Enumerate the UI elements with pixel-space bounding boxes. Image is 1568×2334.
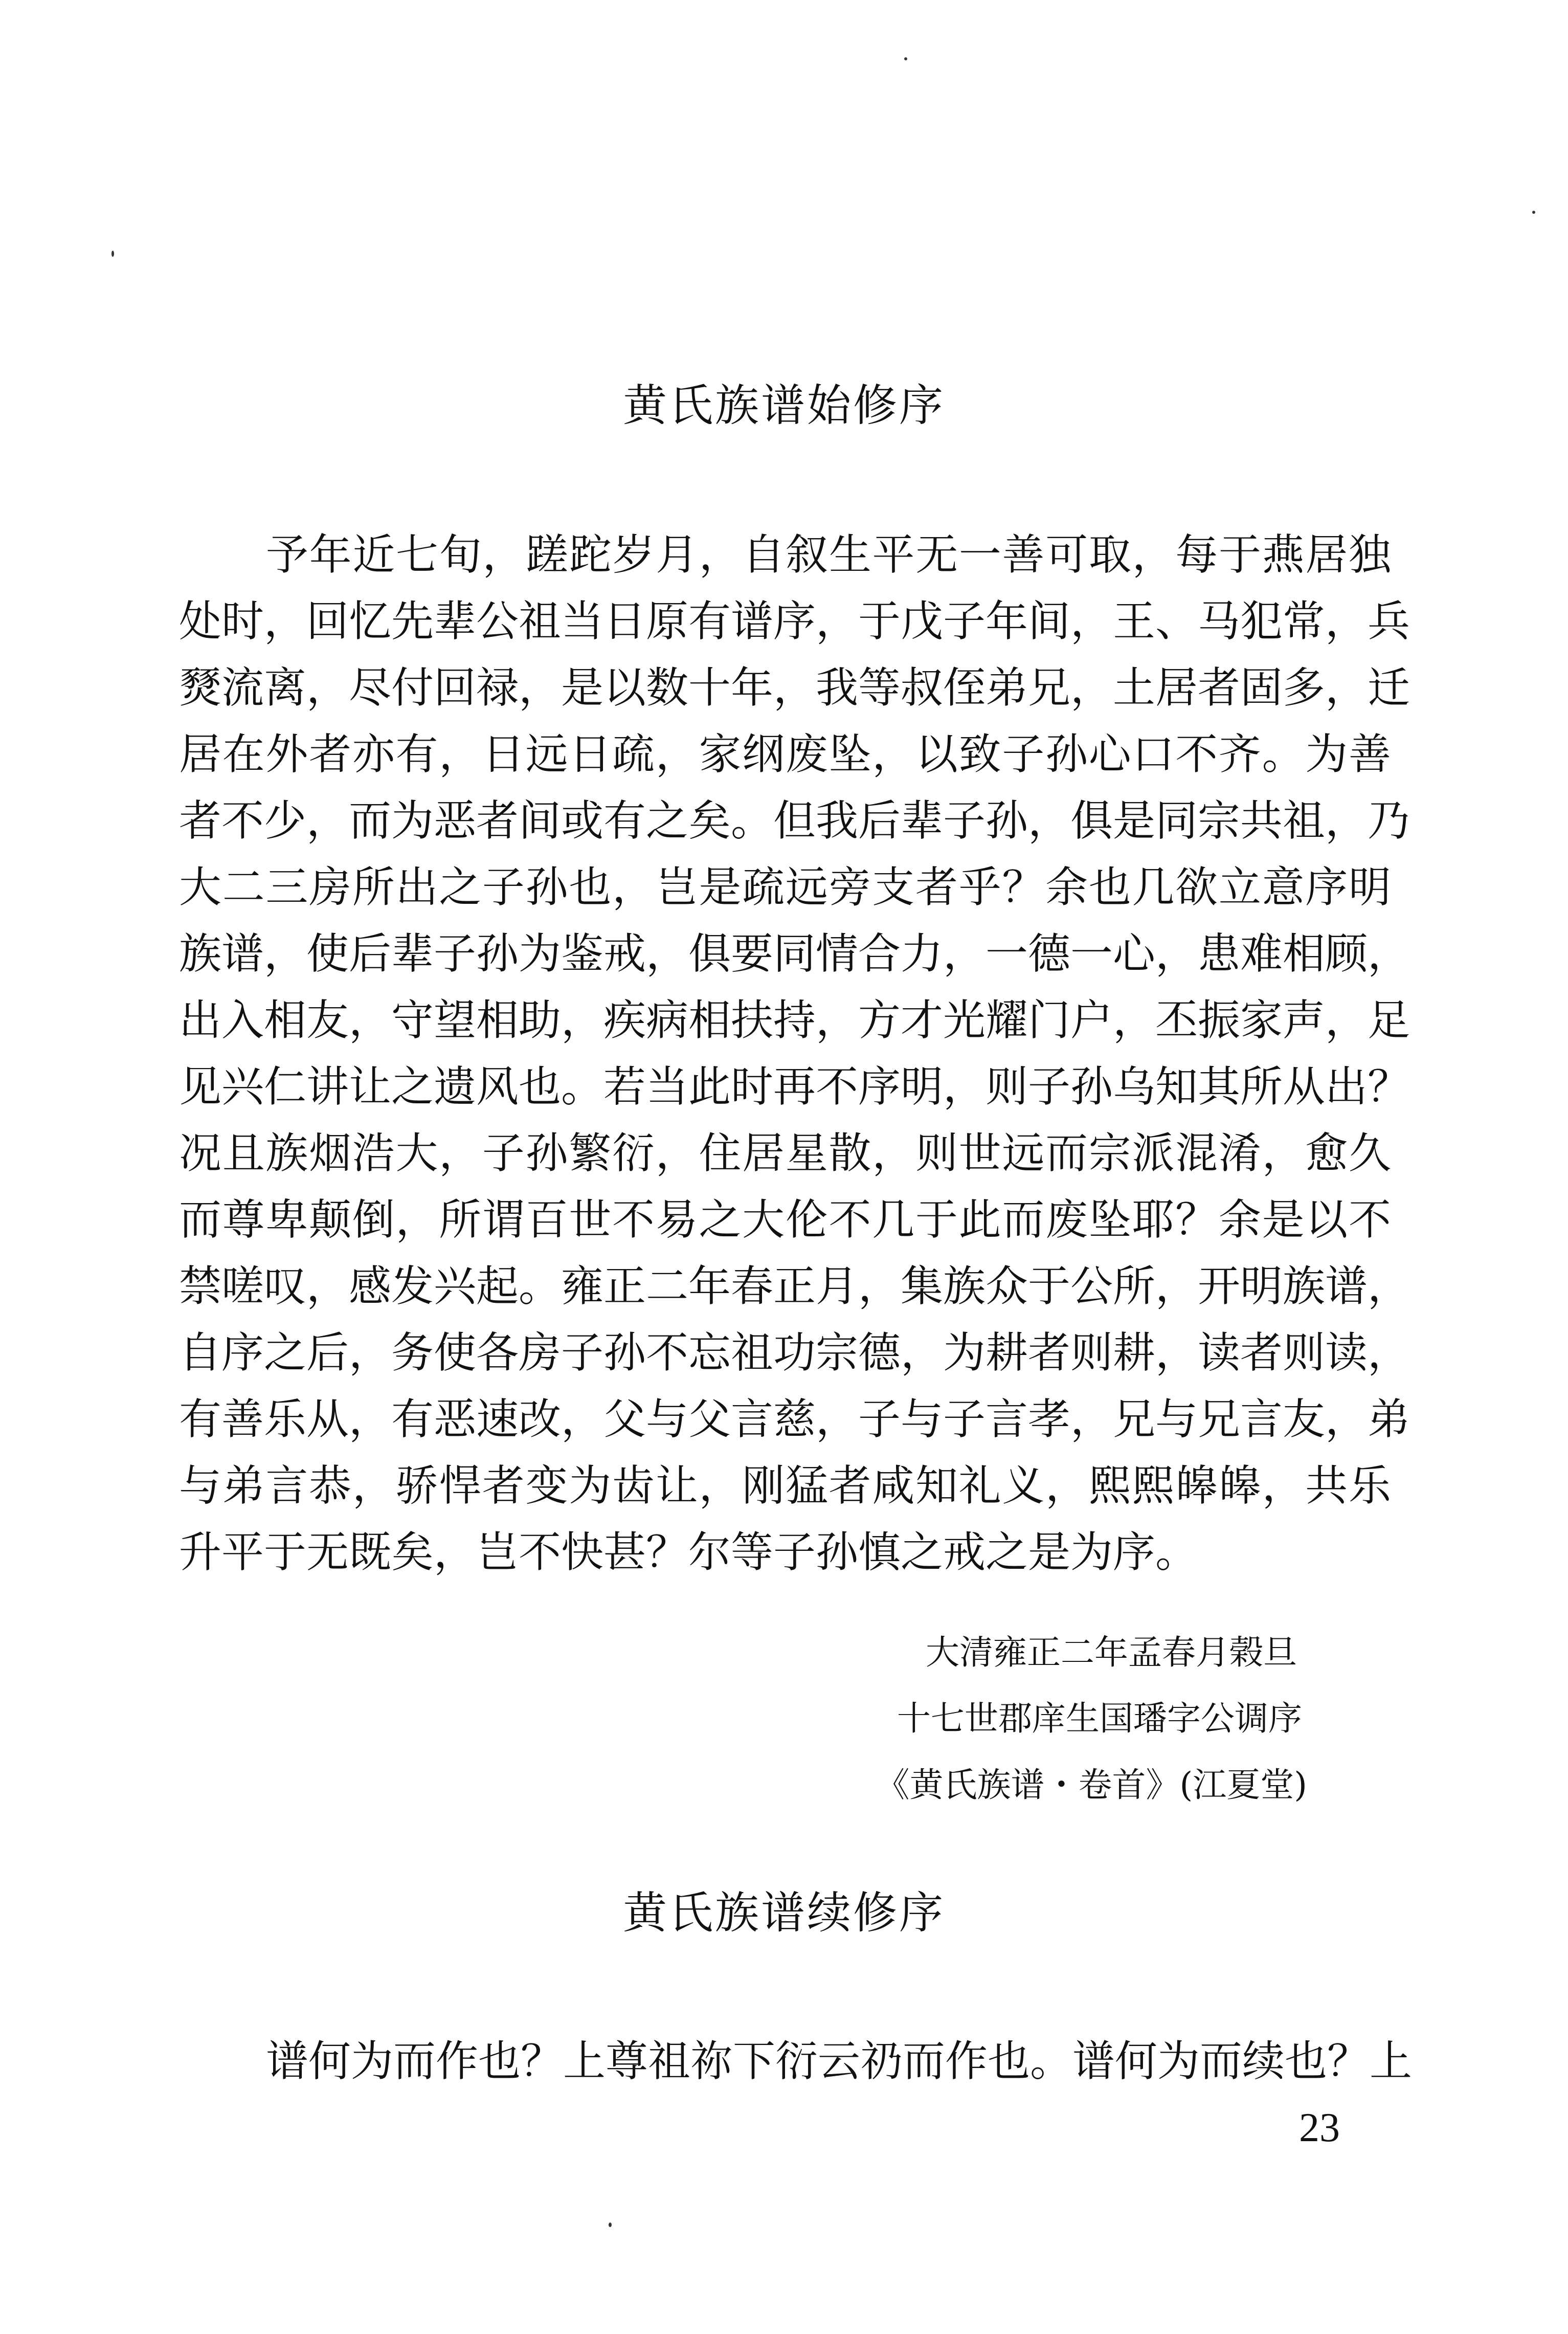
text-line: 居在外者亦有，日远日疏，家纲废坠，以致子孙心口不齐。为善 [179, 729, 1391, 779]
page-number: 23 [1299, 2105, 1340, 2150]
text-line: 而尊卑颠倒，所谓百世不易之大伦不几于此而废坠耶？余是以不 [179, 1195, 1391, 1244]
text-line: 与弟言恭，骄悍者变为齿让，刚猛者咸知礼义，熙熙皞皞，共乐 [179, 1461, 1391, 1510]
section-title-continued-preface: 黄氏族谱续修序 [623, 1887, 945, 1939]
text-line: 者不少，而为恶者间或有之矣。但我后辈子孙，俱是同宗共祖，乃 [179, 796, 1410, 846]
text-line: 予年近七旬，蹉跎岁月，自叙生平无一善可取，每于燕居独 [266, 530, 1391, 580]
signature-source: 《黄氏族谱・卷首》(江夏堂) [876, 1765, 1307, 1805]
text-line: 有善乐从，有恶速改，父与父言慈，子与子言孝，兄与兄言友，弟 [179, 1394, 1410, 1444]
text-line: 见兴仁讲让之遗风也。若当此时再不序明，则子孙乌知其所从出？ [179, 1062, 1410, 1112]
scan-speck [111, 251, 114, 257]
signature-date: 大清雍正二年孟春月榖旦 [926, 1633, 1297, 1672]
text-line: 谱何为而作也？上尊祖祢下衍云礽而作也。谱何为而续也？上 [266, 2036, 1412, 2086]
signature-author: 十七世郡庠生国璠字公调序 [897, 1699, 1302, 1738]
text-line: 大二三房所出之子孙也，岂是疏远旁支者乎？余也几欲立意序明 [179, 862, 1391, 912]
text-line: 自序之后，务使各房子孙不忘祖功宗德，为耕者则耕，读者则读， [179, 1328, 1410, 1377]
scan-speck [904, 57, 907, 60]
text-line: 况且族烟浩大，子孙繁衍，住居星散，则世远而宗派混淆，愈久 [179, 1128, 1391, 1178]
text-line: 升平于无既矣，岂不快甚？尔等子孙慎之戒之是为序。 [179, 1527, 1198, 1577]
scan-speck [609, 2222, 612, 2227]
scan-speck [1532, 211, 1535, 214]
text-line: 禁嗟叹，感发兴起。雍正二年春正月，集族众于公所，开明族谱， [179, 1261, 1410, 1311]
text-line: 处时，回忆先辈公祖当日原有谱序，于戊子年间，王、马犯常，兵 [179, 596, 1410, 646]
text-line: 燹流离，尽付回禄，是以数十年，我等叔侄弟兄，土居者固多，迁 [179, 663, 1410, 713]
section-title-initial-preface: 黄氏族谱始修序 [623, 380, 945, 431]
text-line: 族谱，使后辈子孙为鉴戒，俱要同情合力，一德一心，患难相顾， [179, 929, 1410, 979]
text-line: 出入相友，守望相助，疾病相扶持，方才光耀门户，丕振家声，足 [179, 995, 1410, 1045]
